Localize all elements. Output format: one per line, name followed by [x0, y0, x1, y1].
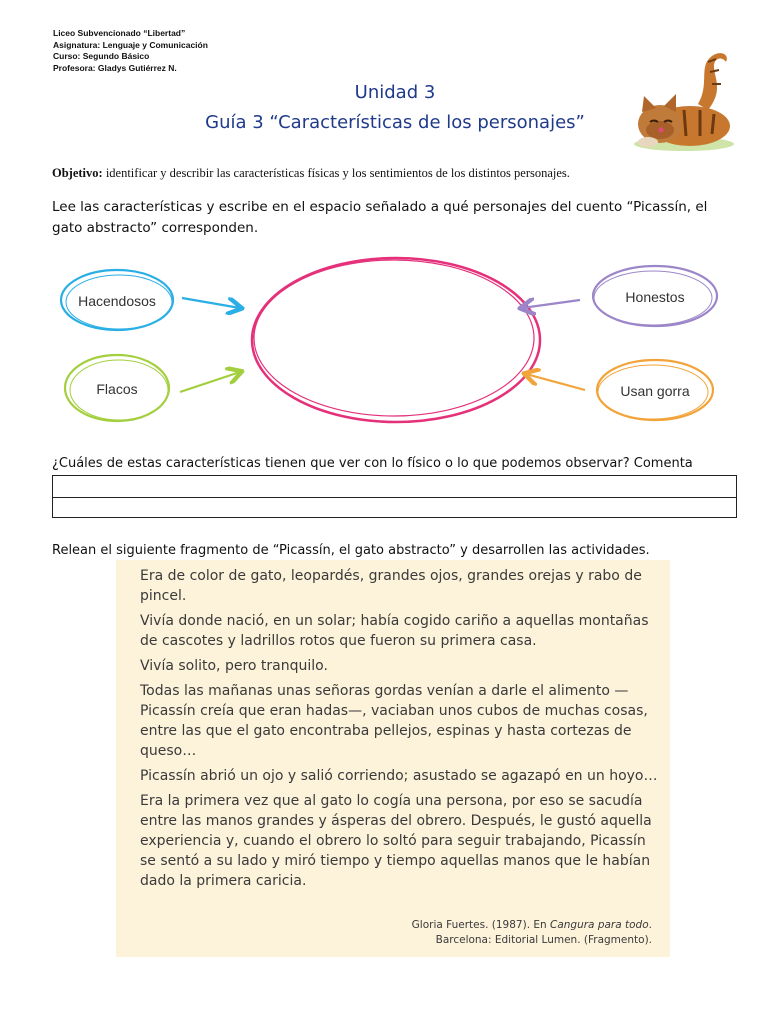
document-header	[53, 28, 208, 74]
label-honestos: Honestos	[625, 289, 685, 305]
center-answer-oval[interactable]	[252, 258, 540, 422]
citation-publisher: Barcelona: Editorial Lumen. (Fragmento).	[435, 934, 652, 946]
subject-line: Asignatura: Lenguaje y Comunicación	[53, 39, 208, 50]
fragment-paragraph: Picassín abrió un ojo y salió corriendo; asustado se agazapó en un hoyo…	[140, 768, 658, 784]
citation-end: .	[648, 919, 652, 931]
hacendosos-arrow	[182, 298, 240, 308]
answer-box[interactable]	[52, 475, 737, 518]
fragment-paragraph: Era de color de gato, leopardés, grandes ojos, grandes orejas y rabo de pincel.	[140, 568, 642, 604]
usan-gorra-bubble	[597, 360, 713, 420]
hacendosos-bubble	[61, 270, 173, 330]
reread-instruction: Relean el siguiente fragmento de “Picassín, el gato abstracto” y desarrollen las actividades.	[52, 543, 650, 558]
objective-body: identificar y describir las características físicas y los sentimientos de los distintos personajes.	[102, 166, 570, 180]
flacos-bubble	[65, 355, 169, 421]
question-text: ¿Cuáles de estas características tienen que ver con lo físico o lo que podemos observar? Comenta	[52, 456, 693, 471]
citation	[412, 918, 652, 948]
characteristics-diagram	[50, 250, 740, 440]
fragment-paragraph: Vivía solito, pero tranquilo.	[140, 658, 328, 674]
fragment-paragraph: Vivía donde nació, en un solar; había cogido cariño a aquellas montañas de cascotes y ladrillos rotos que fueron su primera casa.	[140, 613, 649, 649]
honestos-bubble	[593, 266, 717, 326]
label-hacendosos: Hacendosos	[78, 293, 156, 309]
label-usan-gorra: Usan gorra	[620, 383, 690, 399]
teacher-line: Profesora: Gladys Gutiérrez N.	[53, 62, 177, 73]
citation-author: Gloria Fuertes. (1987). En	[411, 919, 550, 931]
citation-book: Cangura para todo	[550, 919, 649, 931]
objective-label: Objetivo:	[52, 166, 103, 180]
story-fragment-box	[116, 560, 670, 957]
answer-line-divider	[53, 497, 736, 498]
cat-illustration-icon	[628, 44, 740, 156]
label-flacos: Flacos	[96, 381, 138, 397]
school-name: Liceo Subvencionado “Libertad”	[53, 28, 186, 38]
flacos-arrow	[180, 372, 240, 392]
objective-text	[52, 166, 570, 181]
honestos-arrow	[522, 300, 580, 308]
course-line: Curso: Segundo Básico	[53, 51, 150, 61]
unit-title: Unidad 3	[354, 82, 436, 103]
fragment-paragraph: Era la primera vez que al gato lo cogía una persona, por eso se sacudía entre las manos grandes y ásperas del obrero. Después, le gustó aquella experiencia y, cuando el obrero lo soltó para seguir trabajando, Picassín se sentó a su lado y miró tiempo y tiempo aquellas manos que le habían dado la primera caricia.	[140, 793, 652, 889]
fragment-paragraph: Todas las mañanas unas señoras gordas venían a darle el alimento —Picassín creía que eran hadas—, vaciaban unos cubos de muchas cosas, entre las que el gato encontraba pellejos, espinas y hasta cortezas de queso…	[140, 683, 648, 759]
usan-gorra-arrow	[526, 374, 585, 390]
instruction-text: Lee las características y escribe en el espacio señalado a qué personajes del cuento “Picassín, el gato abstracto” corresponden.	[52, 199, 708, 236]
fragment-text	[140, 566, 660, 896]
guide-title: Guía 3 “Características de los personajes”	[205, 112, 585, 133]
